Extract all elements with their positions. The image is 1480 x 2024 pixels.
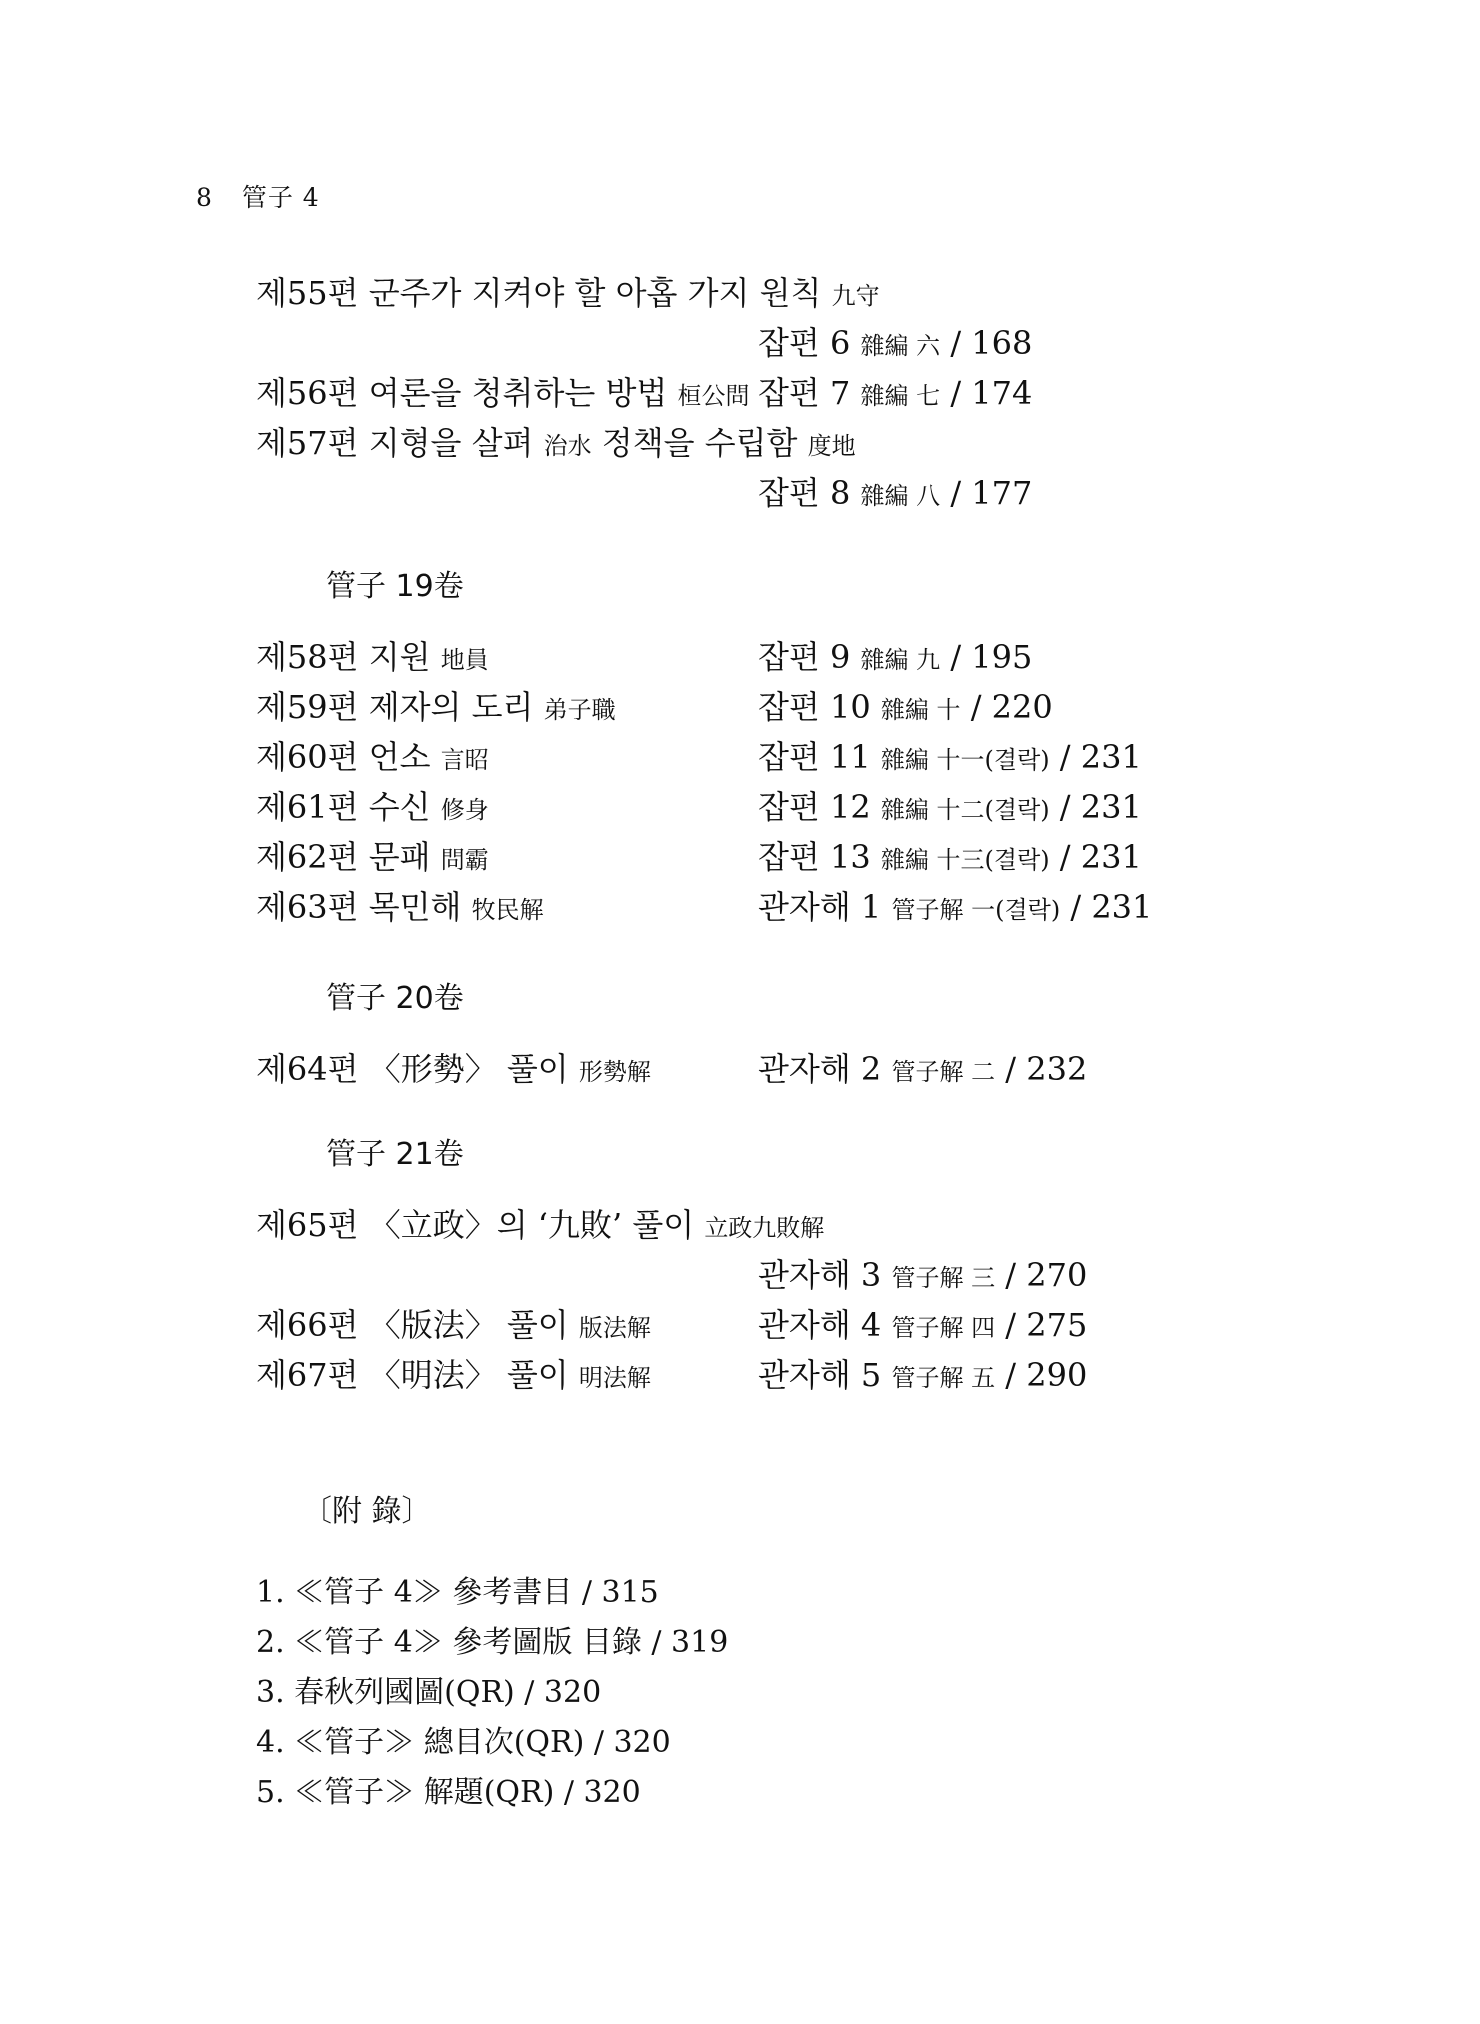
toc-entry — [256, 682, 1276, 732]
page-number: 8 — [196, 183, 213, 212]
toc-block-18 — [256, 268, 1276, 518]
entry-title: 제56편 여론을 청취하는 방법 — [256, 374, 668, 412]
ref-label: 잡편 7 — [758, 374, 851, 412]
ref-hanja: 雜編 十 — [880, 696, 961, 724]
entry-title: 제58편 지원 — [256, 638, 431, 676]
ref-page: / 275 — [1005, 1306, 1088, 1344]
toc-entry — [256, 632, 1276, 682]
ref-hanja: 雜編 八 — [860, 482, 941, 510]
entry-hanja: 明法解 — [578, 1364, 651, 1392]
entry-title: 제63편 목민해 — [256, 888, 462, 926]
ref-label: 관자해 2 — [758, 1050, 882, 1088]
ref-label: 잡편 13 — [758, 838, 871, 876]
ref-page: / 177 — [950, 474, 1033, 512]
entry-title: 제57편 지형을 살펴 — [256, 424, 534, 462]
entry-title: 제61편 수신 — [256, 788, 431, 826]
ref-page: / 220 — [970, 688, 1053, 726]
toc-entry — [256, 1200, 1276, 1250]
toc-section-20 — [256, 974, 1276, 1094]
ref-page: / 231 — [1059, 788, 1142, 826]
ref-hanja: 雜編 七 — [860, 382, 941, 410]
entry-hanja: 牧民解 — [471, 896, 544, 924]
ref-hanja: 雜編 十二(결락) — [880, 796, 1050, 824]
ref-label: 관자해 4 — [758, 1306, 882, 1344]
ref-page: / 231 — [1059, 838, 1142, 876]
entry-title: 제65편 〈立政〉의 ‘九敗’ 풀이 — [256, 1206, 695, 1244]
ref-label: 잡편 11 — [758, 738, 871, 776]
ref-label: 관자해 3 — [758, 1256, 882, 1294]
entry-hanja: 問霸 — [440, 846, 489, 874]
ref-page: / 231 — [1070, 888, 1153, 926]
entry-hanja: 治水 — [543, 432, 592, 460]
toc-section-19 — [256, 562, 1276, 932]
entry-title-cont: 정책을 수립함 — [601, 424, 798, 462]
ref-label: 관자해 1 — [758, 888, 882, 926]
ref-hanja: 雜編 十一(결락) — [880, 746, 1050, 774]
ref-hanja: 管子解 三 — [891, 1264, 996, 1292]
toc-entry-ref — [256, 468, 1276, 518]
book-title: 管子 4 — [241, 183, 320, 212]
entry-hanja: 言昭 — [440, 746, 489, 774]
ref-hanja: 管子解 四 — [891, 1314, 996, 1342]
ref-page: / 168 — [950, 324, 1033, 362]
entry-hanja: 修身 — [440, 796, 489, 824]
toc-entry — [256, 1044, 1276, 1094]
ref-hanja: 管子解 五 — [891, 1364, 996, 1392]
appendix-item: 1. ≪管子 4≫ 參考書目 / 315 — [256, 1575, 659, 1610]
ref-label: 잡편 10 — [758, 688, 871, 726]
entry-title: 제55편 군주가 지켜야 할 아홉 가지 원칙 — [256, 274, 822, 312]
section-title: 管子 21卷 — [326, 1137, 464, 1172]
ref-label: 관자해 5 — [758, 1356, 882, 1394]
toc-entry-ref — [256, 1250, 1276, 1300]
toc-entry — [256, 268, 1276, 318]
toc-entry — [256, 782, 1276, 832]
toc-entry — [256, 882, 1276, 932]
entry-title: 제64편 〈形勢〉 풀이 — [256, 1050, 569, 1088]
ref-page: / 290 — [1005, 1356, 1088, 1394]
entry-hanja: 九守 — [831, 282, 880, 310]
ref-hanja: 雜編 九 — [860, 646, 941, 674]
toc-entry — [256, 368, 1276, 418]
ref-hanja: 雜編 六 — [860, 332, 941, 360]
appendix-item: 5. ≪管子≫ 解題(QR) / 320 — [256, 1775, 641, 1810]
entry-hanja: 立政九敗解 — [704, 1214, 825, 1242]
toc-entry-ref — [256, 318, 1276, 368]
ref-label: 잡편 8 — [758, 474, 851, 512]
entry-title: 제62편 문패 — [256, 838, 431, 876]
toc-entry — [256, 418, 1276, 468]
entry-hanja: 度地 — [807, 432, 856, 460]
ref-hanja: 管子解 二 — [891, 1058, 996, 1086]
appendix-title: 〔附 錄〕 — [302, 1494, 432, 1529]
section-title: 管子 19卷 — [326, 569, 464, 604]
ref-page: / 270 — [1005, 1256, 1088, 1294]
running-header — [196, 178, 320, 214]
toc-entry — [256, 832, 1276, 882]
entry-hanja: 版法解 — [578, 1314, 651, 1342]
toc-entry — [256, 1300, 1276, 1350]
ref-hanja: 雜編 十三(결락) — [880, 846, 1050, 874]
entry-title: 제66편 〈版法〉 풀이 — [256, 1306, 569, 1344]
ref-label: 잡편 6 — [758, 324, 851, 362]
ref-page: / 231 — [1059, 738, 1142, 776]
appendix-section — [256, 1484, 1276, 1818]
entry-hanja: 桓公問 — [677, 382, 750, 410]
appendix-item: 2. ≪管子 4≫ 參考圖版 目錄 / 319 — [256, 1625, 729, 1660]
toc-entry — [256, 732, 1276, 782]
entry-hanja: 形勢解 — [578, 1058, 651, 1086]
entry-title: 제60편 언소 — [256, 738, 431, 776]
entry-title: 제67편 〈明法〉 풀이 — [256, 1356, 569, 1394]
entry-title: 제59편 제자의 도리 — [256, 688, 534, 726]
appendix-item: 4. ≪管子≫ 總目次(QR) / 320 — [256, 1725, 671, 1760]
entry-hanja: 地員 — [440, 646, 489, 674]
ref-page: / 195 — [950, 638, 1033, 676]
ref-label: 잡편 12 — [758, 788, 871, 826]
appendix-item: 3. 春秋列國圖(QR) / 320 — [256, 1675, 602, 1710]
toc-section-21 — [256, 1130, 1276, 1400]
section-title: 管子 20卷 — [326, 981, 464, 1016]
ref-page: / 232 — [1005, 1050, 1088, 1088]
ref-label: 잡편 9 — [758, 638, 851, 676]
entry-hanja: 弟子職 — [543, 696, 616, 724]
ref-page: / 174 — [950, 374, 1033, 412]
ref-hanja: 管子解 一(결락) — [891, 896, 1061, 924]
toc-entry — [256, 1350, 1276, 1400]
